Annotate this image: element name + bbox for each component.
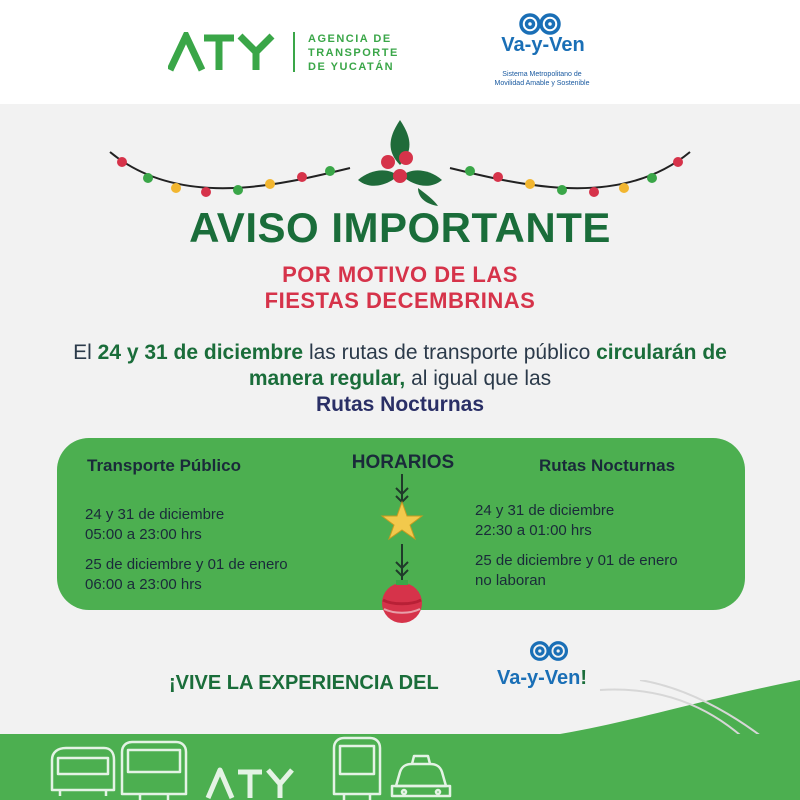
infinity-loop-icon [527,640,571,662]
public-transport-line: 06:00 a 23:00 hrs [85,576,202,593]
cta-wordmark-text: Va-y-Ven [497,667,581,689]
notice-text-part: al igual que las [405,367,552,390]
public-transport-line: 05:00 a 23:00 hrs [85,526,202,543]
subtitle-line: POR MOTIVO DE LAS [282,262,518,287]
notice-text-part: El [73,341,98,364]
vayven-tagline-line: Movilidad Amable y Sostenible [494,80,590,87]
bus-icon [122,742,186,800]
notice-dates: 24 y 31 de diciembre [97,341,304,364]
header [0,0,800,104]
footer-icons [0,734,800,800]
public-transport-line: 24 y 31 de diciembre [85,506,225,523]
bus-front-icon [334,738,380,800]
night-routes-line: 24 y 31 de diciembre [475,502,615,519]
notice-night-routes: Rutas Nocturnas [315,393,485,416]
vayven-wordmark: Va-y-Ven [501,34,585,56]
star-and-bauble-ornament-icon [372,472,432,624]
notice-text [40,340,760,418]
night-routes-heading: Rutas Nocturnas [539,456,676,475]
notice-regular: circularán de manera regular, [248,341,727,390]
cta-exclamation: ! [580,667,588,689]
notice-text-part: las rutas de transporte público [303,341,597,364]
vayven-tagline-line: Sistema Metropolitano de [502,71,582,78]
subtitle-line: FIESTAS DECEMBRINAS [264,288,536,313]
page-title: AVISO IMPORTANTE [189,204,611,251]
aty-logo [168,32,280,72]
night-routes-line: 22:30 a 01:00 hrs [475,522,592,539]
minibus-icon [52,748,114,796]
cta-text: ¡VIVE LA EXPERIENCIA DEL [169,672,439,694]
taxi-icon [392,756,450,796]
agency-name-line: DE YUCATÁN [308,61,395,73]
schedule-heading: HORARIOS [351,452,455,473]
public-transport-heading: Transporte Público [87,456,241,475]
agency-name-line: AGENCIA DE [308,33,392,45]
aty-logo [208,770,292,798]
holly-garland-icon [100,110,700,210]
agency-name-line: TRANSPORTE [308,47,399,59]
subtitle [0,262,800,314]
public-transport-line: 25 de diciembre y 01 de enero [85,556,288,573]
vayven-tagline [472,70,612,88]
logo-divider [293,32,295,72]
infinity-loop-icon [517,12,563,36]
night-routes-line: no laboran [475,572,546,589]
agency-name [308,32,428,74]
night-routes-line: 25 de diciembre y 01 de enero [475,552,678,569]
